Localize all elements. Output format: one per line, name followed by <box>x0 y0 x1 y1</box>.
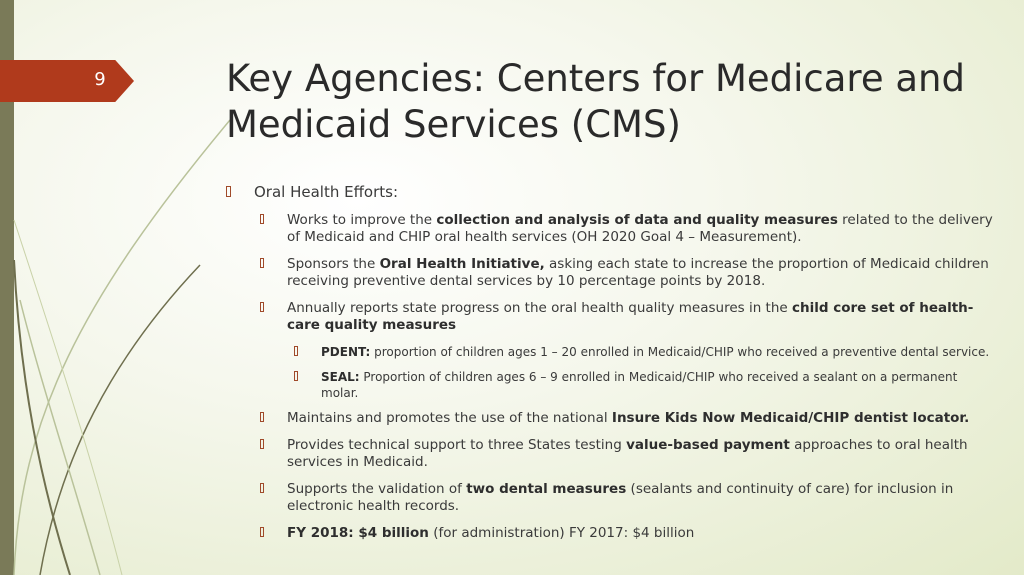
slide-content <box>226 183 996 552</box>
item-text: related to the delivery of Medicaid and CHIP oral health services (OH 2020 Goal 4 – Measurement). <box>287 212 993 245</box>
item-text: (sealants and continuity of care) for inclusion in electronic health records. <box>287 481 954 514</box>
item-bold: FY 2018: $4 billion <box>287 525 429 541</box>
sub-list-item <box>294 344 996 360</box>
list-item <box>260 256 996 290</box>
bullet-icon <box>294 371 298 381</box>
item-bold: value-based payment <box>626 437 790 453</box>
bullet-icon <box>226 186 231 197</box>
item-text: Supports the validation of <box>287 481 467 497</box>
list-item <box>260 212 996 246</box>
item-text: (for administration) FY 2017: $4 billion <box>428 525 695 541</box>
item-bold: two dental measures <box>466 481 627 497</box>
list-item <box>260 410 996 427</box>
list-item <box>260 437 996 471</box>
bullet-icon <box>260 439 264 449</box>
bullet-icon <box>294 346 298 356</box>
sub-item-bold: SEAL: <box>321 370 360 384</box>
sub-item-text: Proportion of children ages 6 – 9 enrolled in Medicaid/CHIP who received a sealant on a permanent molar. <box>321 370 958 400</box>
bullet-icon <box>260 214 264 224</box>
list-item <box>260 525 996 542</box>
item-text: approaches to oral health services in Medicaid. <box>287 437 968 470</box>
item-text: Sponsors the <box>287 256 380 272</box>
item-bold: Oral Health Initiative, <box>379 256 545 272</box>
item-text: Provides technical support to three States testing <box>287 437 627 453</box>
bullet-icon <box>260 412 264 422</box>
sub-item-bold: PDENT: <box>321 345 371 359</box>
slide-title: Key Agencies: Centers for Medicare and Medicaid Services (CMS) <box>226 57 965 146</box>
item-text: asking each state to increase the proportion of Medicaid children receiving preventive dental services by 10 percentage points by 2018. <box>287 256 989 289</box>
slide-number: 9 <box>94 69 106 90</box>
item-text: Maintains and promotes the use of the national <box>287 410 612 426</box>
item-bold: collection and analysis of data and quality measures <box>436 212 838 228</box>
item-bold: child core set of health-care quality measures <box>287 300 974 333</box>
bullet-heading <box>226 183 996 202</box>
heading-text: Oral Health Efforts: <box>254 183 399 201</box>
slide-number-arrow <box>0 60 134 102</box>
sub-item-text: proportion of children ages 1 – 20 enrolled in Medicaid/CHIP who received a preventive dental service. <box>370 345 990 359</box>
list-item <box>260 481 996 515</box>
list-item <box>260 300 996 334</box>
item-text: Annually reports state progress on the oral health quality measures in the <box>287 300 792 316</box>
bullet-icon <box>260 527 264 537</box>
bullet-icon <box>260 258 264 268</box>
item-bold: Insure Kids Now Medicaid/CHIP dentist locator. <box>611 410 970 426</box>
bullet-icon <box>260 483 264 493</box>
sub-list-item <box>294 369 996 401</box>
item-text: Works to improve the <box>287 212 437 228</box>
bullet-icon <box>260 302 264 312</box>
